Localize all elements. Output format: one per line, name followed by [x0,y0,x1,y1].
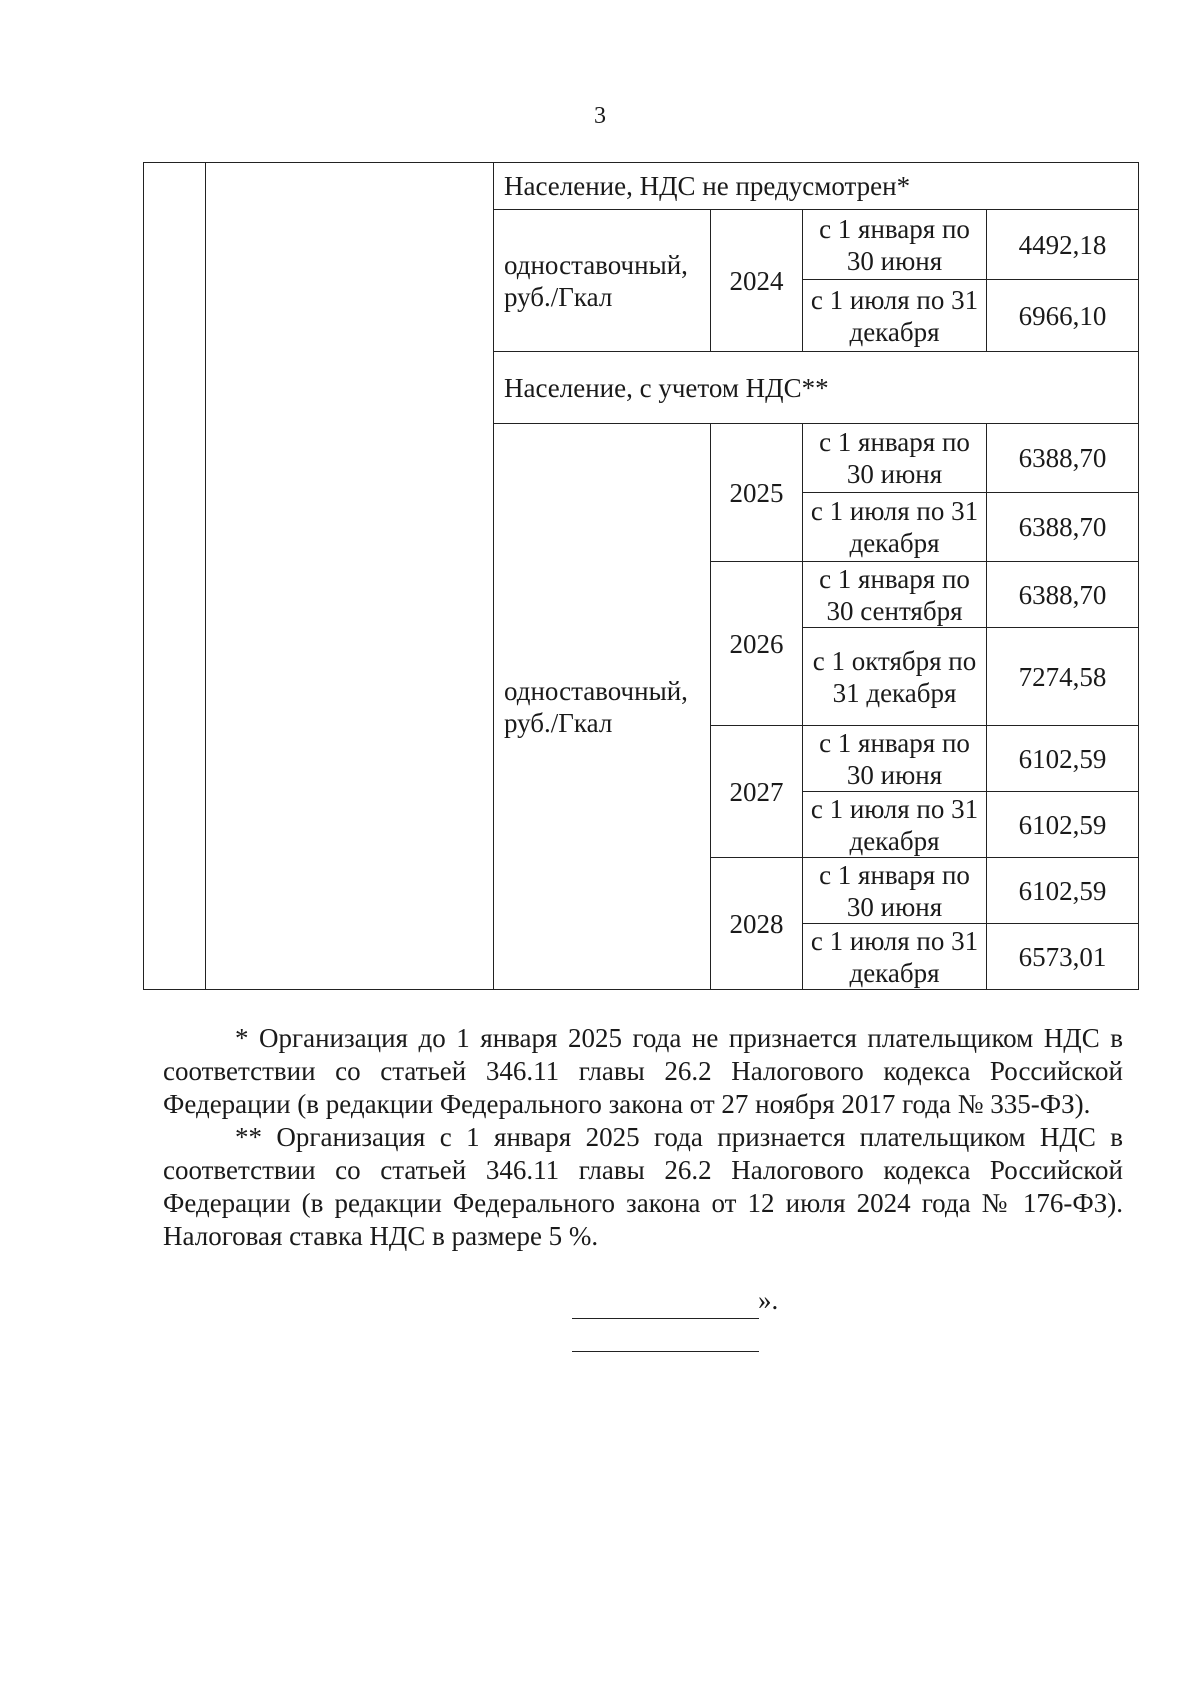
period-cell: с 1 июля по 31 декабря [803,924,987,990]
footnote-1: * Организация до 1 января 2025 года не признается плательщиком НДС в соответствии со статьей 346.11 главы 26.2 Налогового кодекса Российской Федерации (в редакции Федерального закона от 27 ноября 2017 года № 335-ФЗ). [163,1023,1123,1119]
value-cell: 6102,59 [987,858,1139,924]
end-separator-line [572,1351,759,1352]
year-cell: 2028 [711,858,803,990]
value-cell: 6388,70 [987,562,1139,628]
period-cell: с 1 июля по 31 декабря [803,280,987,352]
period-cell: с 1 января по 30 сентября [803,562,987,628]
value-cell: 6388,70 [987,424,1139,493]
section-header: Население, с учетом НДС** [494,352,1139,424]
value-cell: 6573,01 [987,924,1139,990]
value-cell: 6102,59 [987,792,1139,858]
year-cell: 2026 [711,562,803,726]
value-cell: 6388,70 [987,493,1139,562]
tariff-table [143,162,1139,990]
blank-column-2 [206,163,494,990]
period-cell: с 1 июля по 31 декабря [803,792,987,858]
table-row [144,163,1139,210]
year-cell: 2024 [711,210,803,352]
year-cell: 2025 [711,424,803,562]
period-cell: с 1 января по 30 июня [803,858,987,924]
period-cell: с 1 января по 30 июня [803,424,987,493]
footnotes [163,1022,1123,1253]
closing-quote: ». [758,1285,779,1315]
rate-type-cell: одноставочный, руб./Гкал [494,210,711,352]
section-header: Население, НДС не предусмотрен* [494,163,1139,210]
period-cell: с 1 января по 30 июня [803,210,987,280]
value-cell: 6102,59 [987,726,1139,792]
period-cell: с 1 января по 30 июня [803,726,987,792]
blank-column-1 [144,163,206,990]
rate-type-cell: одноставочный, руб./Гкал [494,424,711,990]
period-cell: с 1 июля по 31 декабря [803,493,987,562]
value-cell: 4492,18 [987,210,1139,280]
value-cell: 6966,10 [987,280,1139,352]
footnote-2: ** Организация с 1 января 2025 года признается плательщиком НДС в соответствии со статьей 346.11 главы 26.2 Налогового кодекса Российской Федерации (в редакции Федерального закона от 12 июля 2024 года № 176-ФЗ). Налоговая ставка НДС в размере 5 %. [163,1122,1123,1251]
page-number: 3 [594,103,606,129]
value-cell: 7274,58 [987,628,1139,726]
year-cell: 2027 [711,726,803,858]
closing-line [572,1318,759,1319]
period-cell: с 1 октября по 31 декабря [803,628,987,726]
